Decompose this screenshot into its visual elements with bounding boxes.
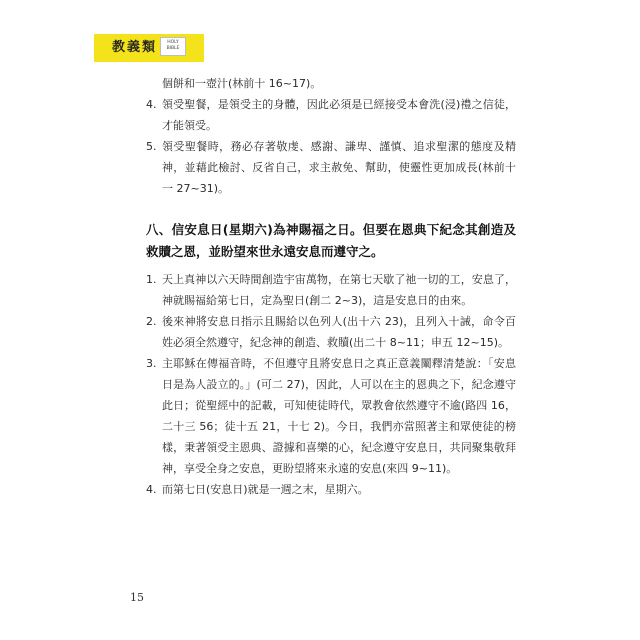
list-item bbox=[146, 311, 516, 353]
list-item bbox=[146, 269, 516, 311]
list-item-text: 天上真神以六天時間創造宇宙萬物，在第七天歇了祂一切的工，安息了，神就賜福給第七日，定為聖日(創二 2~3)，這是安息日的由來。 bbox=[162, 273, 516, 307]
list-item-text: 領受聖餐，是領受主的身體，因此必須是已經接受本會洗(浸)禮之信徒，才能領受。 bbox=[162, 98, 516, 132]
page-content bbox=[146, 73, 516, 500]
list-item-number: 2. bbox=[146, 315, 157, 328]
page-number: 15 bbox=[130, 591, 144, 604]
list-item bbox=[146, 94, 516, 136]
list-item bbox=[146, 353, 516, 479]
list-item bbox=[146, 479, 516, 500]
bible-logo-icon: HOLY BIBLE bbox=[160, 37, 186, 56]
section-tab-label: 教義類 bbox=[112, 40, 158, 55]
list-item-number: 1. bbox=[146, 273, 157, 286]
list-item-number: 4. bbox=[146, 98, 157, 111]
list-item-number: 5. bbox=[146, 140, 157, 153]
list-item-text: 而第七日(安息日)就是一週之末，星期六。 bbox=[162, 483, 369, 496]
list-item-text: 主耶穌在傳福音時，不但遵守且將安息日之真正意義闡釋清楚說：「安息日是為人設立的。」(可二 27)，因此，人可以在主的恩典之下，紀念遵守此日；從聖經中的記載，可知使徒時代，眾教會依然遵守不逾(路四 16，二十三 56；徒十五 21，十七 2)。今日，我們亦當照著主和眾使徒的榜樣，秉著領受主恩典、證據和喜樂的心，紀念遵守安息日，共同聚集敬拜神，享受全身之安息，更盼望將來永遠的安息(來四 9~11)。 bbox=[162, 357, 516, 475]
list-item-text: 領受聖餐時，務必存著敬虔、感謝、謙卑、謹慎、追求聖潔的態度及精神，並藉此檢討、反省自己，求主赦免、幫助，使靈性更加成長(林前十一 27~31)。 bbox=[162, 140, 516, 195]
list-item-number: 4. bbox=[146, 483, 157, 496]
section-heading: 八、信安息日(星期六)為神賜福之日。但要在恩典下紀念其創造及救贖之恩，並盼望來世永遠安息而遵守之。 bbox=[146, 222, 516, 259]
list-item bbox=[146, 136, 516, 199]
continuation-text: 個餅和一壺汁(林前十 16~17)。 bbox=[162, 77, 322, 90]
list-item-text: 後來神將安息日指示且賜給以色列人(出十六 23)，且列入十誡，命令百姓必須全然遵守，紀念神的創造、救贖(出二十 8~11；申五 12~15)。 bbox=[162, 315, 516, 349]
list-item-number: 3. bbox=[146, 357, 157, 370]
